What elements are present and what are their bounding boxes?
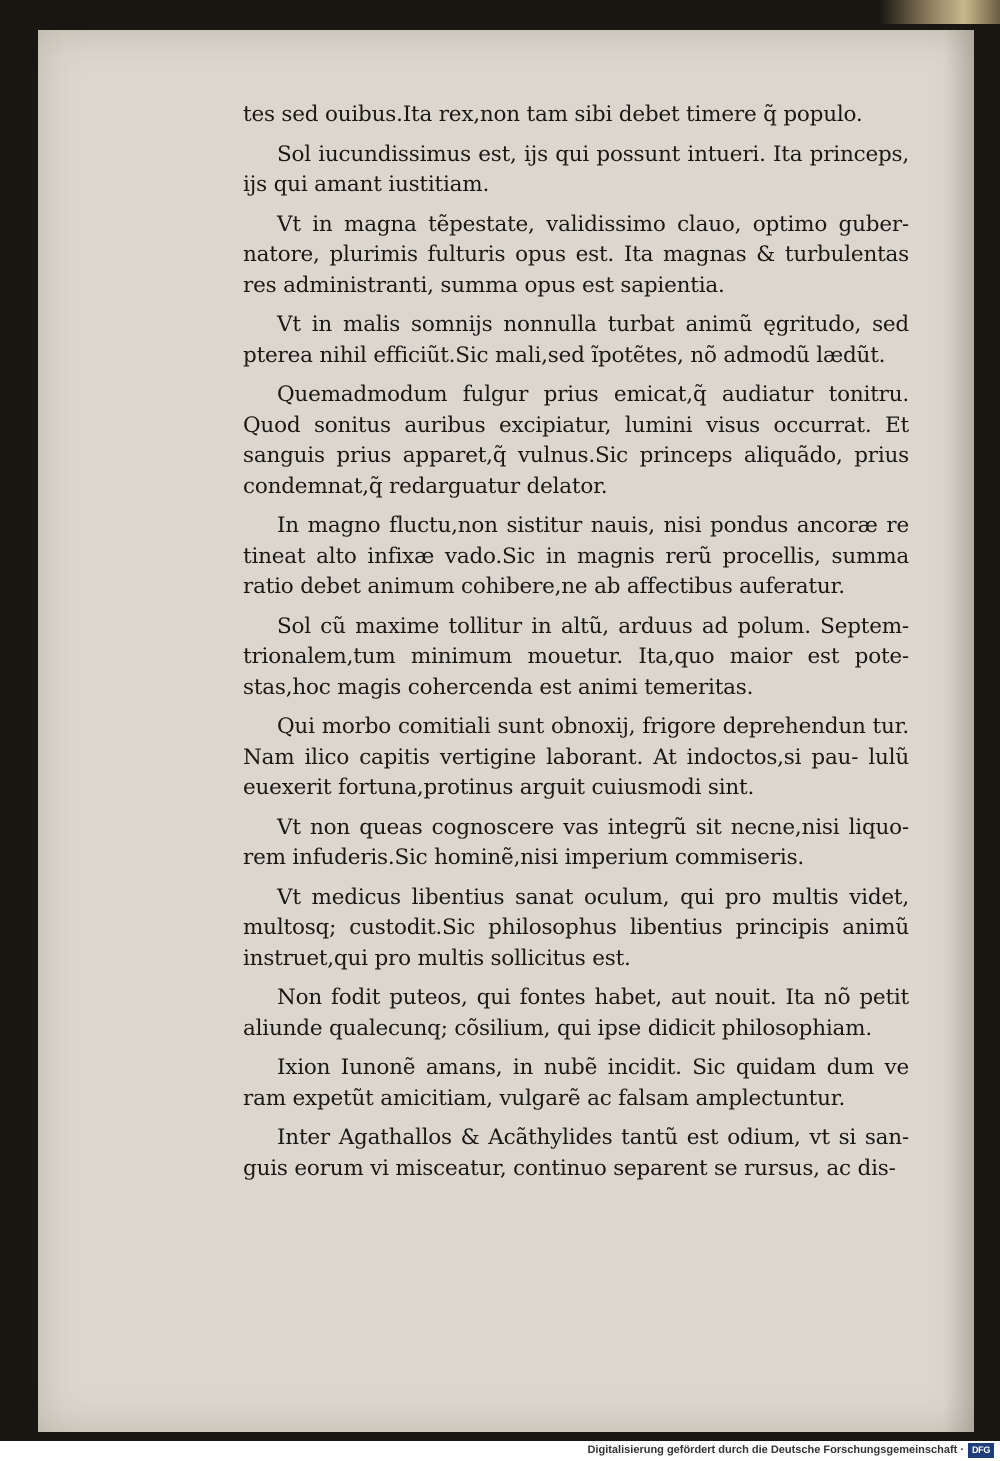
paragraph: In magno fluctu,non sistitur nauis, nisi pondus ancoræ re tineat alto infixæ vado.Sic in magnis rerũ procellis, summa ratio debet animum cohibere,ne ab affectibus auferatur. [243,513,909,599]
next-leaf-edge [880,0,1000,24]
paragraph: Vt in malis somnijs nonnulla turbat animũ ęgritudo, sed pterea nihil efficiũt.Sic mali,sed ĩpotẽtes, nõ admodũ lædũt. [243,312,909,368]
paragraph: Vt in magna tẽpestate, validissimo clauo, optimo guber- natore, plurimis fulturis opus est. Ita magnas & turbulentas res administranti, summa opus est sapientia. [243,211,909,298]
paragraph: tes sed ouibus.Ita rex,non tam sibi debet timere q̃ populo. [243,102,863,127]
dfg-logo-icon: DFG [968,1443,994,1458]
paragraph: Vt non queas cognoscere vas integrũ sit necne,nisi liquo- rem infuderis.Sic hominẽ,nisi imperium commiseris. [243,814,909,870]
paragraph: Non fodit puteos, qui fontes habet, aut nouit. Ita nõ petit aliunde qualecunq; cõsilium, qui ipse didicit philosophiam. [243,985,909,1041]
paragraph: Inter Agathallos & Acãthylides tantũ est odium, vt si san- guis eorum vi misceatur, continuo separent se rursus, ac dis- [243,1125,909,1181]
footer-bar [0,1441,1000,1461]
paragraph: Sol cũ maxime tollitur in altũ, arduus ad polum. Septem- trionalem,tum minimum mouetur. Ita,quo maior est pote- stas,hoc magis cohercenda est animi temeritas. [243,613,909,700]
page-gutter-shadow [944,30,974,1432]
paragraph: Ixion Iunonẽ amans, in nubẽ incidit. Sic quidam dum ve ram expetũt amicitiam, vulgarẽ ac falsam amplectuntur. [243,1055,909,1111]
funding-credit: Digitalisierung gefördert durch die Deutsche Forschungsgemeinschaft · [587,1444,964,1456]
paragraph: Vt medicus libentius sanat oculum, qui pro multis videt, multosq; custodit.Sic philosophus libentius principis animũ instruet,qui pro multis sollicitus est. [243,884,909,971]
paragraph: Quemadmodum fulgur prius emicat,q̃ audiatur tonitru. Quod sonitus auribus excipiatur, lumini visus occurrat. Et sanguis prius apparet,q̃ vulnus.Sic princeps aliquãdo, prius condemnat,q̃ redarguatur delator. [243,382,909,499]
page-text [243,100,909,1193]
paragraph: Qui morbo comitiali sunt obnoxij, frigore deprehendun tur. Nam ilico capitis vertigine laborant. At indoctos,si pau- lulũ euexerit fortuna,protinus arguit cuiusmodi sint. [243,714,909,800]
paragraph: Sol iucundissimus est, ijs qui possunt intueri. Ita princeps, ijs qui amant iustitiam. [243,141,909,197]
